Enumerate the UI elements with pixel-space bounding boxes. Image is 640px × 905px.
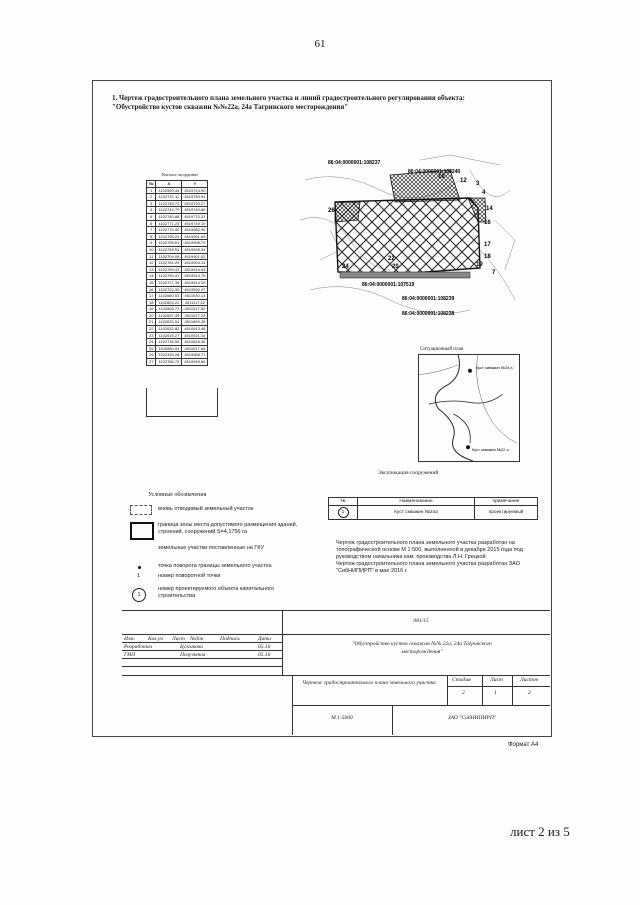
point-label: 26 [328, 208, 335, 214]
stamp-sheet-value: 1 [494, 690, 497, 696]
coords-cell: 20 [147, 312, 156, 319]
note-topography: Чертеж градостроительного плана земельного участка разработан на топографической основе М 1:500, выполненной в декабре 2015 года под руководством начальника кам. производства Л.Н. Грецкой [336, 540, 523, 560]
legend-item-gku: земельные участки поставленные на ГКУ [158, 545, 265, 551]
road-strip [340, 272, 470, 278]
point-label: 3 [476, 181, 480, 187]
coords-cell: 1102493.28 [156, 352, 182, 359]
coords-cell: 4510818.46 [182, 339, 208, 346]
coords-cell: 1102657.49 [156, 312, 182, 319]
coords-cell: 1102770.40 [156, 227, 182, 234]
coords-row [147, 220, 208, 227]
page-number: 61 [314, 38, 326, 50]
legend-item-point: точка поворота границы земельного участка [158, 563, 272, 569]
point-label: 14 [486, 206, 493, 212]
coords-cell: 4511017.66 [182, 345, 208, 352]
expl-row-num: 1 [329, 506, 358, 520]
coords-cell: 4519914.75 [182, 273, 208, 280]
coords-row [147, 266, 208, 273]
coords-cell: 4511017.23 [182, 312, 208, 319]
legend-point-number: 1 [137, 573, 141, 579]
coords-row [147, 352, 208, 359]
coords-cell: 22 [147, 326, 156, 333]
dense-hatch-area-2 [335, 202, 360, 222]
stamp-date-gip: 05.16 [258, 652, 271, 658]
coords-cell: 1102605.72 [156, 306, 182, 313]
coords-cell: 7 [147, 227, 156, 234]
point-label: 17 [484, 242, 491, 248]
coords-row [147, 359, 208, 366]
coords-cell: 1102795.24 [156, 233, 182, 240]
coords-cell: 1102632.82 [156, 326, 182, 333]
coords-row [147, 227, 208, 234]
coords-row [147, 187, 208, 194]
drawing-notes [336, 540, 556, 575]
legend-point-marker [138, 566, 141, 569]
coords-cell: 4511117.62 [182, 299, 208, 306]
point-label: 20 [392, 264, 399, 270]
coords-cell: 9 [147, 240, 156, 247]
expl-header-name: Наименование [358, 498, 475, 506]
coords-cell: 4519928.34 [182, 246, 208, 253]
coords-cell: 4519998.79 [182, 240, 208, 247]
coords-cell: 4519749.19 [182, 220, 208, 227]
stamp-scale: М 1:5000 [331, 715, 353, 721]
legend-item-zone: граница зоны места допустимого размещения зданий, строений, сооружений S=4,1756 га [158, 522, 298, 535]
coords-cell: 1102750.41 [156, 273, 182, 280]
well-marker [468, 369, 472, 373]
coords-row [147, 213, 208, 220]
stamp-object-name: "Обустройство кустов скважин №№ 22а, 24а Тагринского месторождения" [352, 641, 492, 655]
coords-header-cell: X [156, 181, 182, 188]
legend-title: Условные обозначения [148, 492, 207, 498]
coords-cell: 4511899.38 [182, 319, 208, 326]
coords-table-title: Каталог координат [162, 172, 198, 177]
coords-cell: 10 [147, 246, 156, 253]
coords-cell: 4519958.77 [182, 352, 208, 359]
coords-row [147, 332, 208, 339]
coords-row [147, 326, 208, 333]
coords-row [147, 233, 208, 240]
coords-cell: 18 [147, 299, 156, 306]
coords-row [147, 306, 208, 313]
well-label-2: Куст скважин №22 а [471, 447, 509, 453]
coords-cell: 2 [147, 194, 156, 201]
coords-cell: 1102660.53 [156, 293, 182, 300]
stamp-header-sheet: Лист [172, 636, 185, 642]
stamp-stage-value: 2 [462, 690, 465, 696]
coords-cell: 4510921.44 [182, 332, 208, 339]
expl-row-note: проектируемый [475, 506, 538, 520]
coords-cell: 1102795.61 [156, 240, 182, 247]
legend-swatch-zone [130, 522, 154, 540]
stamp-sheet-label: Лист [490, 677, 503, 683]
legend-item-new-parcel: вновь отводимый земельный участок [158, 506, 254, 512]
coords-cell: 1102599.44 [156, 187, 182, 194]
coords-row [147, 286, 208, 293]
coords-row [147, 293, 208, 300]
coords-row [147, 253, 208, 260]
stamp-organization: ЗАО "СибНИПИРП" [447, 715, 497, 721]
point-label: 12 [460, 178, 467, 184]
note-developer: Чертеж градостроительного плана земельного участка разработан ЗАО "СибНИПИРП" в мае 2016 г. [336, 561, 520, 574]
coords-cell: 16 [147, 286, 156, 293]
stamp-sheets-label: Листов [520, 677, 539, 683]
coords-cell: 1102604.22 [156, 299, 182, 306]
parcel-label-3: 86:04:0000001:107519 [362, 282, 415, 288]
coords-cell: 14 [147, 273, 156, 280]
coords-cell: 4519724.90 [182, 187, 208, 194]
coords-cell: 1102745.72 [156, 200, 182, 207]
parcel-label-5: 86:04:0000001:108238 [402, 311, 455, 317]
point-label: 16 [484, 220, 491, 226]
coords-cell: 4519720.27 [182, 200, 208, 207]
coords-cell: 4519770.31 [182, 213, 208, 220]
coords-header-cell: № [147, 181, 156, 188]
coords-cell: 1102781.29 [156, 260, 182, 267]
stamp-header-change: Изм. [124, 636, 135, 642]
coords-cell: 1102615.27 [156, 332, 182, 339]
coords-cell: 4519949.86 [182, 359, 208, 366]
coords-cell: 4519982.96 [182, 227, 208, 234]
point-label: 7 [492, 270, 496, 276]
coords-table-empty-space [146, 388, 218, 417]
legend-item-object: номер проектируемого объекта капитального строительства [158, 586, 275, 599]
paper-format: Формат А4 [508, 742, 539, 748]
coords-cell: 1102709.08 [156, 253, 182, 260]
coords-cell: 1 [147, 187, 156, 194]
coords-cell: 4519740.80 [182, 207, 208, 214]
stamp-stage-label: Стадия [452, 677, 471, 683]
coords-cell: 5 [147, 213, 156, 220]
parcel-label-2: 86:04:0000001:108240 [408, 169, 461, 175]
point-label: 19 [476, 262, 483, 268]
coords-row [147, 240, 208, 247]
coords-cell: 1102744.79 [156, 207, 182, 214]
coords-cell: 1102632.54 [156, 319, 182, 326]
parcel-label-1: 86:04:0000001:108237 [328, 160, 381, 166]
coords-row [147, 319, 208, 326]
coords-row [147, 299, 208, 306]
coords-cell: 11 [147, 253, 156, 260]
coords-cell: 17 [147, 293, 156, 300]
stamp-role-gip: ГИП [124, 652, 136, 658]
expl-header-num: № [329, 498, 358, 506]
coords-cell: 13 [147, 266, 156, 273]
coords-cell: 3 [147, 200, 156, 207]
coords-cell: 24 [147, 339, 156, 346]
coords-row [147, 246, 208, 253]
coords-cell: 1102766.72 [156, 359, 182, 366]
coords-cell: 1102727.39 [156, 279, 182, 286]
coords-cell: 4519590.97 [182, 286, 208, 293]
coords-row [147, 345, 208, 352]
stamp-header-date: Дата [258, 636, 272, 642]
coords-cell: 4511030.13 [182, 293, 208, 300]
point-label: 4 [482, 190, 486, 196]
coords-cell: 1102722.30 [156, 286, 182, 293]
stamp-sheets-value: 2 [528, 690, 531, 696]
stamp-drawing-name: Чертеж градостроительного плана земельного участка [302, 680, 436, 686]
legend-swatch-new-parcel [130, 505, 152, 515]
point-label: 22 [388, 256, 395, 262]
legend-item-point-number: номер поворотной точки [158, 573, 221, 579]
point-label: 10 [438, 174, 445, 180]
coords-header-cell: Y [182, 181, 208, 188]
coords-cell: 21 [147, 319, 156, 326]
coords-cell: 4 [147, 207, 156, 214]
stamp-name-gip: Полуэктов [180, 652, 206, 658]
coords-cell: 1102650.04 [156, 345, 182, 352]
coords-cell: 1102736.55 [156, 339, 182, 346]
stamp-header-doc: №док [190, 636, 204, 642]
coords-row [147, 260, 208, 267]
coords-cell: 1102759.41 [156, 266, 182, 273]
coords-row [147, 194, 208, 201]
coords-cell: 12 [147, 260, 156, 267]
stamp-role-dev: Разработал [124, 644, 153, 650]
stamp-name-dev: Булгакова [180, 644, 203, 650]
coords-row [147, 207, 208, 214]
point-label: 24 [342, 264, 349, 270]
coords-row [147, 273, 208, 280]
expl-row-name: Куст скважин №24а [358, 506, 475, 520]
coords-cell: 4519901.02 [182, 253, 208, 260]
coords-cell: 1102740.88 [156, 213, 182, 220]
coords-cell: 4511017.52 [182, 306, 208, 313]
title-block [122, 610, 550, 735]
stamp-code: 081/15 [413, 618, 429, 624]
situation-plan-map [418, 354, 520, 462]
stamp-date-dev: 05.16 [258, 644, 271, 650]
coords-row [147, 200, 208, 207]
coords-row [147, 339, 208, 346]
explication-table [328, 497, 538, 520]
coords-cell: 4519904.14 [182, 260, 208, 267]
coords-cell: 1102759.91 [156, 246, 182, 253]
parcel-label-4: 86:04:0000001:108239 [402, 296, 455, 302]
well-label-1: Куст скважин №24 а [475, 364, 513, 370]
coords-cell: 4519914.59 [182, 279, 208, 286]
coords-cell: 15 [147, 279, 156, 286]
coords-cell: 26 [147, 352, 156, 359]
coords-row [147, 279, 208, 286]
coords-cell: 4519914.53 [182, 266, 208, 273]
coords-cell: 19 [147, 306, 156, 313]
legend-object-number: 1 [132, 588, 146, 602]
coords-cell: 8 [147, 233, 156, 240]
coords-row [147, 312, 208, 319]
sheet-counter: лист 2 из 5 [510, 824, 570, 839]
well-marker [466, 445, 470, 449]
expl-header-note: примечание [475, 498, 538, 506]
situation-plan-label: Ситуационный план [420, 347, 464, 352]
stamp-header-sign: Подпись [220, 636, 240, 642]
drawing-title: 1. Чертеж градостроительного плана земельного участка и линий градостроительного регулирования объекта: "Обустройство кустов скважин №№22а, 24а Тагринского месторождения" [112, 94, 465, 111]
explication-title: Экспликация сооружений [378, 470, 439, 476]
coords-cell: 23 [147, 332, 156, 339]
coords-cell: 1102771.23 [156, 220, 182, 227]
coords-cell: 27 [147, 359, 156, 366]
coords-cell: 1102737.11 [156, 194, 182, 201]
point-label: 18 [484, 254, 491, 260]
coords-cell: 4510913.46 [182, 326, 208, 333]
coords-cell: 4519750.91 [182, 194, 208, 201]
site-plan-map [300, 150, 522, 328]
coords-table [146, 180, 208, 366]
stamp-header-count: Кол.уч [148, 636, 163, 642]
coords-cell: 25 [147, 345, 156, 352]
coords-cell: 6 [147, 220, 156, 227]
coords-cell: 4519991.69 [182, 233, 208, 240]
